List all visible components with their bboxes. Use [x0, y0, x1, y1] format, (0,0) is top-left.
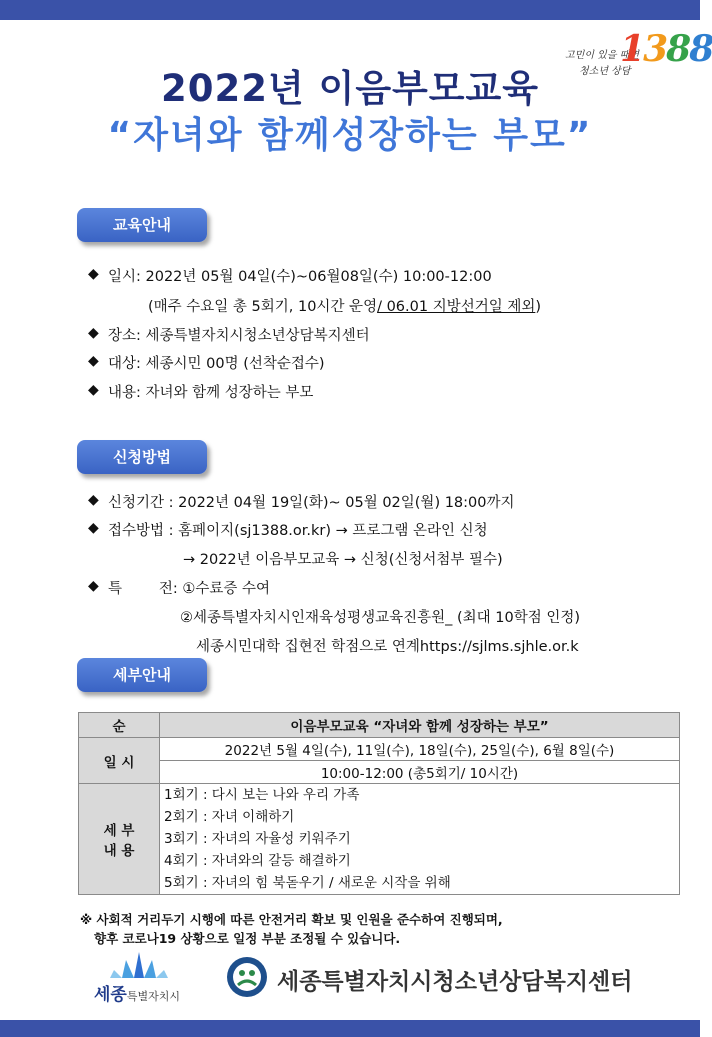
page-title: 2022년 이음부모교육 — [160, 67, 540, 110]
table-session: 1회기 : 다시 보는 나와 우리 가족 — [160, 784, 680, 807]
apply-benefit-3: 세종시민대학 집현전 학점으로 연계https://sjlms.sjhle.or.k — [196, 639, 579, 655]
sejong-city-logo — [92, 950, 212, 1010]
bullet-icon: ◆ — [88, 578, 99, 594]
logo-tagline-2: 청소년 상담 — [579, 66, 631, 77]
table-date-line2: 10:00-12:00 (총5회기/ 10시간) — [160, 761, 680, 784]
info-date: 일시: 2022년 05월 04일(수)~06월08일(수) 10:00-12:00 — [108, 269, 492, 285]
bottom-bar — [0, 1020, 700, 1037]
info-date-note: (매주 수요일 총 5회기, 10시간 운영/ 06.01 지방선거일 제외) — [148, 299, 542, 315]
info-target: 대상: 세종시민 00명 (선착순접수) — [108, 356, 325, 372]
section-info-label: 교육안내 — [77, 208, 207, 242]
detail-table — [78, 712, 680, 895]
section-apply-label: 신청방법 — [77, 440, 207, 474]
section-detail-label: 세부안내 — [77, 658, 207, 692]
table-session: 5회기 : 자녀의 힘 북돋우기 / 새로운 시작을 위해 — [160, 872, 680, 895]
info-place: 장소: 세종특별자치시청소년상담복지센터 — [108, 328, 370, 344]
logo-tagline-1: 고민이 있을 때면 — [565, 50, 639, 61]
table-date-label: 일 시 — [79, 738, 160, 784]
bullet-icon: ◆ — [88, 382, 99, 398]
table-session: 3회기 : 자녀의 자율성 키워주기 — [160, 828, 680, 850]
table-session: 4회기 : 자녀와의 갈등 해결하기 — [160, 850, 680, 872]
sejong-name: 세종 — [94, 985, 127, 1005]
sejong-emblem-icon — [104, 950, 174, 980]
center-emblem-icon — [225, 955, 269, 999]
apply-benefit: 특 전: ①수료증 수여 — [108, 581, 271, 597]
center-name: 세종특별자치시청소년상담복지센터 — [277, 969, 633, 995]
table-head-title: 이음부모교육 “자녀와 함께 성장하는 부모” — [160, 713, 680, 738]
table-content-label: 세 부 내 용 — [79, 784, 160, 895]
table-col-head: 순 — [79, 713, 160, 738]
bullet-icon: ◆ — [88, 353, 99, 369]
bullet-icon: ◆ — [88, 492, 99, 508]
logo-number: 1388 — [620, 28, 712, 70]
apply-method-2: → 2022년 이음부모교육 → 신청(신청서첨부 필수) — [183, 552, 503, 568]
notice-line-1: ※ 사회적 거리두기 시행에 따른 안전거리 확보 및 인원을 준수하여 진행되며, — [80, 912, 503, 927]
top-bar — [0, 0, 700, 20]
info-content: 내용: 자녀와 함께 성장하는 부모 — [108, 385, 314, 401]
sejong-suffix: 특별자치시 — [126, 990, 180, 1003]
table-session: 2회기 : 자녀 이해하기 — [160, 806, 680, 828]
notice — [80, 910, 503, 948]
apply-method: 접수방법 : 홈페이지(sj1388.or.kr) → 프로그램 온라인 신청 — [108, 523, 488, 539]
page-subtitle: “자녀와 함께성장하는 부모” — [107, 115, 593, 156]
bullet-icon: ◆ — [88, 520, 99, 536]
apply-period: 신청기간 : 2022년 04월 19일(화)~ 05월 02일(월) 18:00까지 — [108, 495, 515, 511]
bullet-icon: ◆ — [88, 266, 99, 282]
notice-line-2: 향후 코로나19 상황으로 일정 부분 조정될 수 있습니다. — [94, 931, 401, 946]
table-date-line1: 2022년 5월 4일(수), 11일(수), 18일(수), 25일(수), 6월 8일(수) — [160, 738, 680, 761]
bullet-icon: ◆ — [88, 325, 99, 341]
center-logo — [225, 955, 685, 1005]
apply-benefit-2: ②세종특별자치시인재육성평생교육진흥원_ (최대 10학점 인정) — [180, 610, 581, 626]
